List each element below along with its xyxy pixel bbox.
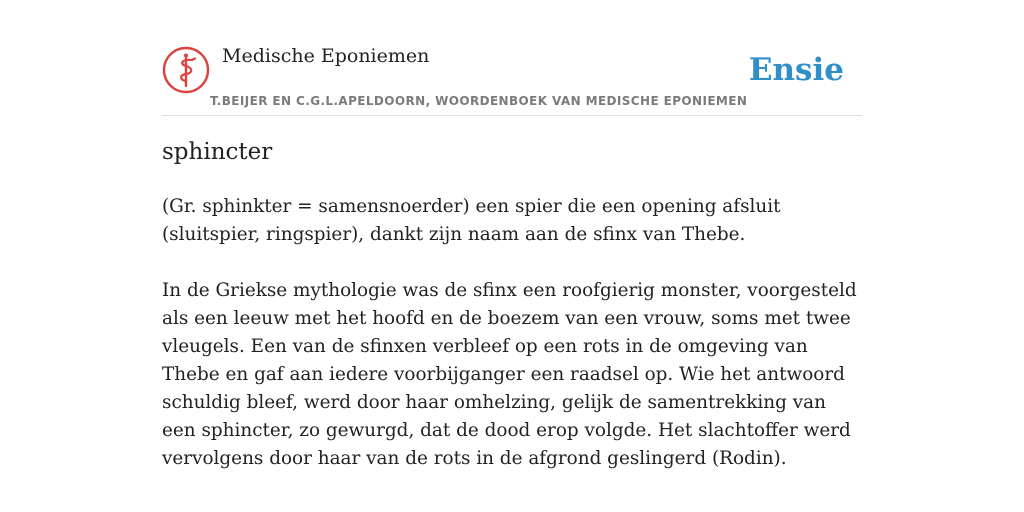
brand-logo[interactable]: Ensie — [748, 52, 844, 88]
source-authors: T.BEIJER EN C.G.L.APELDOORN, WOORDENBOEK VAN MEDISCHE EPONIEMEN — [210, 94, 748, 108]
caduceus-icon[interactable] — [162, 46, 210, 94]
source-title[interactable]: Medische Eponiemen — [222, 45, 430, 67]
definition-paragraph: (Gr. sphinkter = samensnoerder) een spier die een opening afsluit (sluitspier, ringspier), dankt zijn naam aan de sfinx van Thebe. — [162, 196, 781, 245]
entry-term: sphincter — [162, 139, 273, 165]
entry-definition — [162, 193, 862, 501]
definition-paragraph: In de Griekse mythologie was de sfinx een roofgierig monster, voorgesteld als een leeuw met het hoofd en de boezem van een vrouw, soms met twee vleugels. Een van de sfinxen verbleef op een rots in de omgeving van Thebe en gaf aan iedere voorbijganger een raadsel op. Wie het antwoord schuldig bleef, werd door haar omhelzing, gelijk de samentrekking van een sphincter, zo gewurgd, dat de dood erop volgde. Het slachtoffer werd vervolgens door haar van de rots in de afgrond geslingerd (Rodin). — [162, 280, 857, 469]
header-divider — [162, 115, 862, 116]
